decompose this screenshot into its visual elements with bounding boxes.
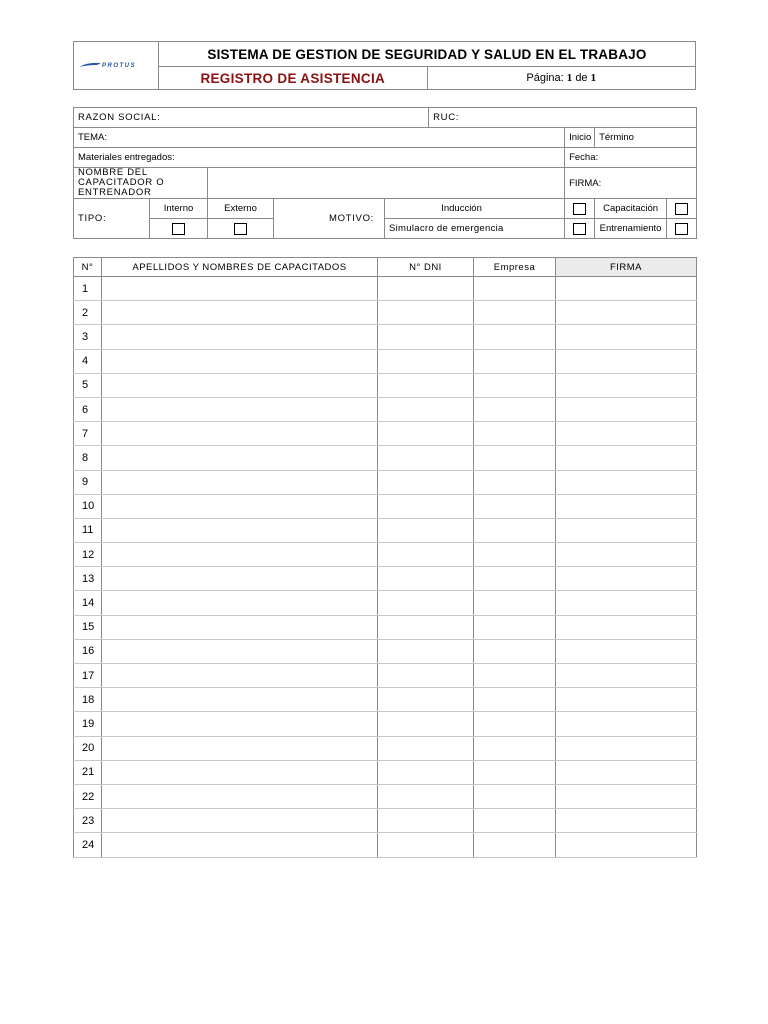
dni-cell[interactable]	[378, 736, 474, 760]
firma-cell[interactable]	[556, 518, 697, 542]
capacitacion-checkbox[interactable]	[667, 199, 697, 219]
dni-cell[interactable]	[378, 446, 474, 470]
tipo-label: TIPO:	[74, 199, 150, 239]
col-header-dni: N° DNI	[378, 258, 474, 277]
table-row	[74, 301, 697, 325]
dni-cell[interactable]	[378, 784, 474, 808]
empresa-cell[interactable]	[474, 567, 556, 591]
name-cell[interactable]	[102, 591, 378, 615]
attendance-header-row	[74, 258, 697, 277]
dni-cell[interactable]	[378, 591, 474, 615]
name-cell[interactable]	[102, 349, 378, 373]
capacitador-label: NOMBRE DEL CAPACITADOR O ENTRENADOR	[74, 168, 208, 199]
induccion-checkbox[interactable]	[565, 199, 595, 219]
col-header-number: N°	[74, 258, 102, 277]
name-cell[interactable]	[102, 784, 378, 808]
dni-cell[interactable]	[378, 518, 474, 542]
name-cell[interactable]	[102, 325, 378, 349]
empresa-cell[interactable]	[474, 422, 556, 446]
dni-cell[interactable]	[378, 712, 474, 736]
row-number: 7	[74, 422, 102, 446]
empresa-cell[interactable]	[474, 833, 556, 857]
motivo-label: MOTIVO:	[274, 199, 385, 239]
row-number: 17	[74, 664, 102, 688]
dni-cell[interactable]	[378, 809, 474, 833]
col-header-empresa: Empresa	[474, 258, 556, 277]
tema-field[interactable]: TEMA:	[74, 128, 565, 148]
table-row	[74, 494, 697, 518]
entrenamiento-checkbox[interactable]	[667, 219, 697, 239]
name-cell[interactable]	[102, 494, 378, 518]
row-number: 9	[74, 470, 102, 494]
firma-cell[interactable]	[556, 615, 697, 639]
training-info-table	[73, 107, 697, 239]
name-cell[interactable]	[102, 373, 378, 397]
firma-cell[interactable]	[556, 422, 697, 446]
row-number: 23	[74, 809, 102, 833]
interno-label: Interno	[150, 199, 208, 219]
firma-cell[interactable]	[556, 349, 697, 373]
row-number: 19	[74, 712, 102, 736]
firma-cell[interactable]	[556, 301, 697, 325]
empresa-cell[interactable]	[474, 712, 556, 736]
empresa-cell[interactable]	[474, 446, 556, 470]
empresa-cell[interactable]	[474, 349, 556, 373]
firma-cell[interactable]	[556, 325, 697, 349]
firma-cell[interactable]	[556, 688, 697, 712]
capacitacion-label: Capacitación	[595, 199, 667, 219]
table-row	[74, 784, 697, 808]
empresa-cell[interactable]	[474, 543, 556, 567]
firma-field[interactable]: FIRMA:	[565, 168, 697, 199]
attendance-table	[73, 257, 697, 858]
materiales-field[interactable]: Materiales entregados:	[74, 148, 565, 168]
entrenamiento-label: Entrenamiento	[595, 219, 667, 239]
dni-cell[interactable]	[378, 833, 474, 857]
row-number: 5	[74, 373, 102, 397]
dni-cell[interactable]	[378, 494, 474, 518]
col-header-names: APELLIDOS Y NOMBRES DE CAPACITADOS	[102, 258, 378, 277]
externo-checkbox[interactable]	[208, 219, 274, 239]
empresa-cell[interactable]	[474, 518, 556, 542]
name-cell[interactable]	[102, 833, 378, 857]
checkbox-icon[interactable]	[234, 223, 247, 235]
externo-label: Externo	[208, 199, 274, 219]
row-number: 12	[74, 543, 102, 567]
name-cell[interactable]	[102, 397, 378, 421]
table-row	[74, 470, 697, 494]
name-cell[interactable]	[102, 543, 378, 567]
inicio-field[interactable]: Inicio	[565, 128, 595, 148]
table-row	[74, 325, 697, 349]
table-row	[74, 373, 697, 397]
row-number: 13	[74, 567, 102, 591]
empresa-cell[interactable]	[474, 760, 556, 784]
dni-cell[interactable]	[378, 470, 474, 494]
checkbox-icon[interactable]	[675, 223, 688, 235]
empresa-cell[interactable]	[474, 373, 556, 397]
row-number: 22	[74, 784, 102, 808]
checkbox-icon[interactable]	[573, 223, 586, 235]
name-cell[interactable]	[102, 639, 378, 663]
firma-cell[interactable]	[556, 543, 697, 567]
dni-cell[interactable]	[378, 325, 474, 349]
table-row	[74, 760, 697, 784]
firma-cell[interactable]	[556, 809, 697, 833]
induccion-label: Inducción	[385, 199, 565, 219]
simulacro-checkbox[interactable]	[565, 219, 595, 239]
empresa-cell[interactable]	[474, 688, 556, 712]
firma-cell[interactable]	[556, 567, 697, 591]
dni-cell[interactable]	[378, 639, 474, 663]
register-title: REGISTRO DE ASISTENCIA	[159, 67, 428, 90]
row-number: 4	[74, 349, 102, 373]
termino-field[interactable]: Término	[595, 128, 697, 148]
attendance-rows	[74, 277, 697, 858]
firma-cell[interactable]	[556, 277, 697, 301]
firma-cell[interactable]	[556, 373, 697, 397]
interno-checkbox[interactable]	[150, 219, 208, 239]
firma-cell[interactable]	[556, 397, 697, 421]
table-row	[74, 518, 697, 542]
row-number: 10	[74, 494, 102, 518]
firma-cell[interactable]	[556, 736, 697, 760]
empresa-cell[interactable]	[474, 736, 556, 760]
table-row	[74, 809, 697, 833]
row-number: 11	[74, 518, 102, 542]
dni-cell[interactable]	[378, 567, 474, 591]
checkbox-icon[interactable]	[573, 203, 586, 215]
name-cell[interactable]	[102, 809, 378, 833]
empresa-cell[interactable]	[474, 809, 556, 833]
name-cell[interactable]	[102, 760, 378, 784]
name-cell[interactable]	[102, 518, 378, 542]
dni-cell[interactable]	[378, 373, 474, 397]
row-number: 8	[74, 446, 102, 470]
row-number: 20	[74, 736, 102, 760]
empresa-cell[interactable]	[474, 784, 556, 808]
firma-cell[interactable]	[556, 712, 697, 736]
empresa-cell[interactable]	[474, 494, 556, 518]
dni-cell[interactable]	[378, 543, 474, 567]
dni-cell[interactable]	[378, 615, 474, 639]
name-cell[interactable]	[102, 277, 378, 301]
table-row	[74, 422, 697, 446]
name-cell[interactable]	[102, 688, 378, 712]
firma-cell[interactable]	[556, 446, 697, 470]
system-title: SISTEMA DE GESTION DE SEGURIDAD Y SALUD EN EL TRABAJO	[159, 42, 696, 67]
table-row	[74, 349, 697, 373]
name-cell[interactable]	[102, 301, 378, 325]
dni-cell[interactable]	[378, 664, 474, 688]
name-cell[interactable]	[102, 567, 378, 591]
firma-cell[interactable]	[556, 760, 697, 784]
name-cell[interactable]	[102, 470, 378, 494]
empresa-cell[interactable]	[474, 397, 556, 421]
capacitador-field[interactable]	[208, 168, 565, 199]
firma-cell[interactable]	[556, 494, 697, 518]
fecha-field[interactable]: Fecha:	[565, 148, 697, 168]
checkbox-icon[interactable]	[675, 203, 688, 215]
dni-cell[interactable]	[378, 688, 474, 712]
firma-cell[interactable]	[556, 784, 697, 808]
row-number: 1	[74, 277, 102, 301]
row-number: 24	[74, 833, 102, 857]
empresa-cell[interactable]	[474, 301, 556, 325]
empresa-cell[interactable]	[474, 470, 556, 494]
table-row	[74, 736, 697, 760]
empresa-cell[interactable]	[474, 591, 556, 615]
table-row	[74, 446, 697, 470]
ruc-field[interactable]: RUC:	[429, 108, 697, 128]
document-header	[73, 41, 696, 90]
name-cell[interactable]	[102, 664, 378, 688]
table-row	[74, 277, 697, 301]
firma-cell[interactable]	[556, 470, 697, 494]
svg-text:PROTUS: PROTUS	[102, 62, 137, 69]
empresa-cell[interactable]	[474, 277, 556, 301]
row-number: 21	[74, 760, 102, 784]
name-cell[interactable]	[102, 615, 378, 639]
table-row	[74, 688, 697, 712]
checkbox-icon[interactable]	[172, 223, 185, 235]
empresa-cell[interactable]	[474, 664, 556, 688]
razon-social-field[interactable]: RAZON SOCIAL:	[74, 108, 429, 128]
row-number: 18	[74, 688, 102, 712]
row-number: 16	[74, 639, 102, 663]
firma-cell[interactable]	[556, 833, 697, 857]
dni-cell[interactable]	[378, 349, 474, 373]
company-logo	[74, 42, 159, 90]
simulacro-label: Simulacro de emergencia	[385, 219, 565, 239]
table-row	[74, 615, 697, 639]
table-row	[74, 664, 697, 688]
name-cell[interactable]	[102, 446, 378, 470]
dni-cell[interactable]	[378, 277, 474, 301]
row-number: 15	[74, 615, 102, 639]
firma-cell[interactable]	[556, 591, 697, 615]
col-header-firma: FIRMA	[556, 258, 697, 277]
logo-icon	[77, 58, 155, 70]
firma-cell[interactable]	[556, 664, 697, 688]
table-row	[74, 397, 697, 421]
name-cell[interactable]	[102, 422, 378, 446]
table-row	[74, 712, 697, 736]
name-cell[interactable]	[102, 712, 378, 736]
table-row	[74, 639, 697, 663]
row-number: 14	[74, 591, 102, 615]
dni-cell[interactable]	[378, 397, 474, 421]
table-row	[74, 543, 697, 567]
dni-cell[interactable]	[378, 760, 474, 784]
empresa-cell[interactable]	[474, 615, 556, 639]
table-row	[74, 591, 697, 615]
row-number: 3	[74, 325, 102, 349]
name-cell[interactable]	[102, 736, 378, 760]
page-indicator: Página: 1 de 1	[427, 67, 696, 90]
dni-cell[interactable]	[378, 422, 474, 446]
dni-cell[interactable]	[378, 301, 474, 325]
firma-cell[interactable]	[556, 639, 697, 663]
table-row	[74, 833, 697, 857]
row-number: 2	[74, 301, 102, 325]
empresa-cell[interactable]	[474, 325, 556, 349]
empresa-cell[interactable]	[474, 639, 556, 663]
row-number: 6	[74, 397, 102, 421]
table-row	[74, 567, 697, 591]
